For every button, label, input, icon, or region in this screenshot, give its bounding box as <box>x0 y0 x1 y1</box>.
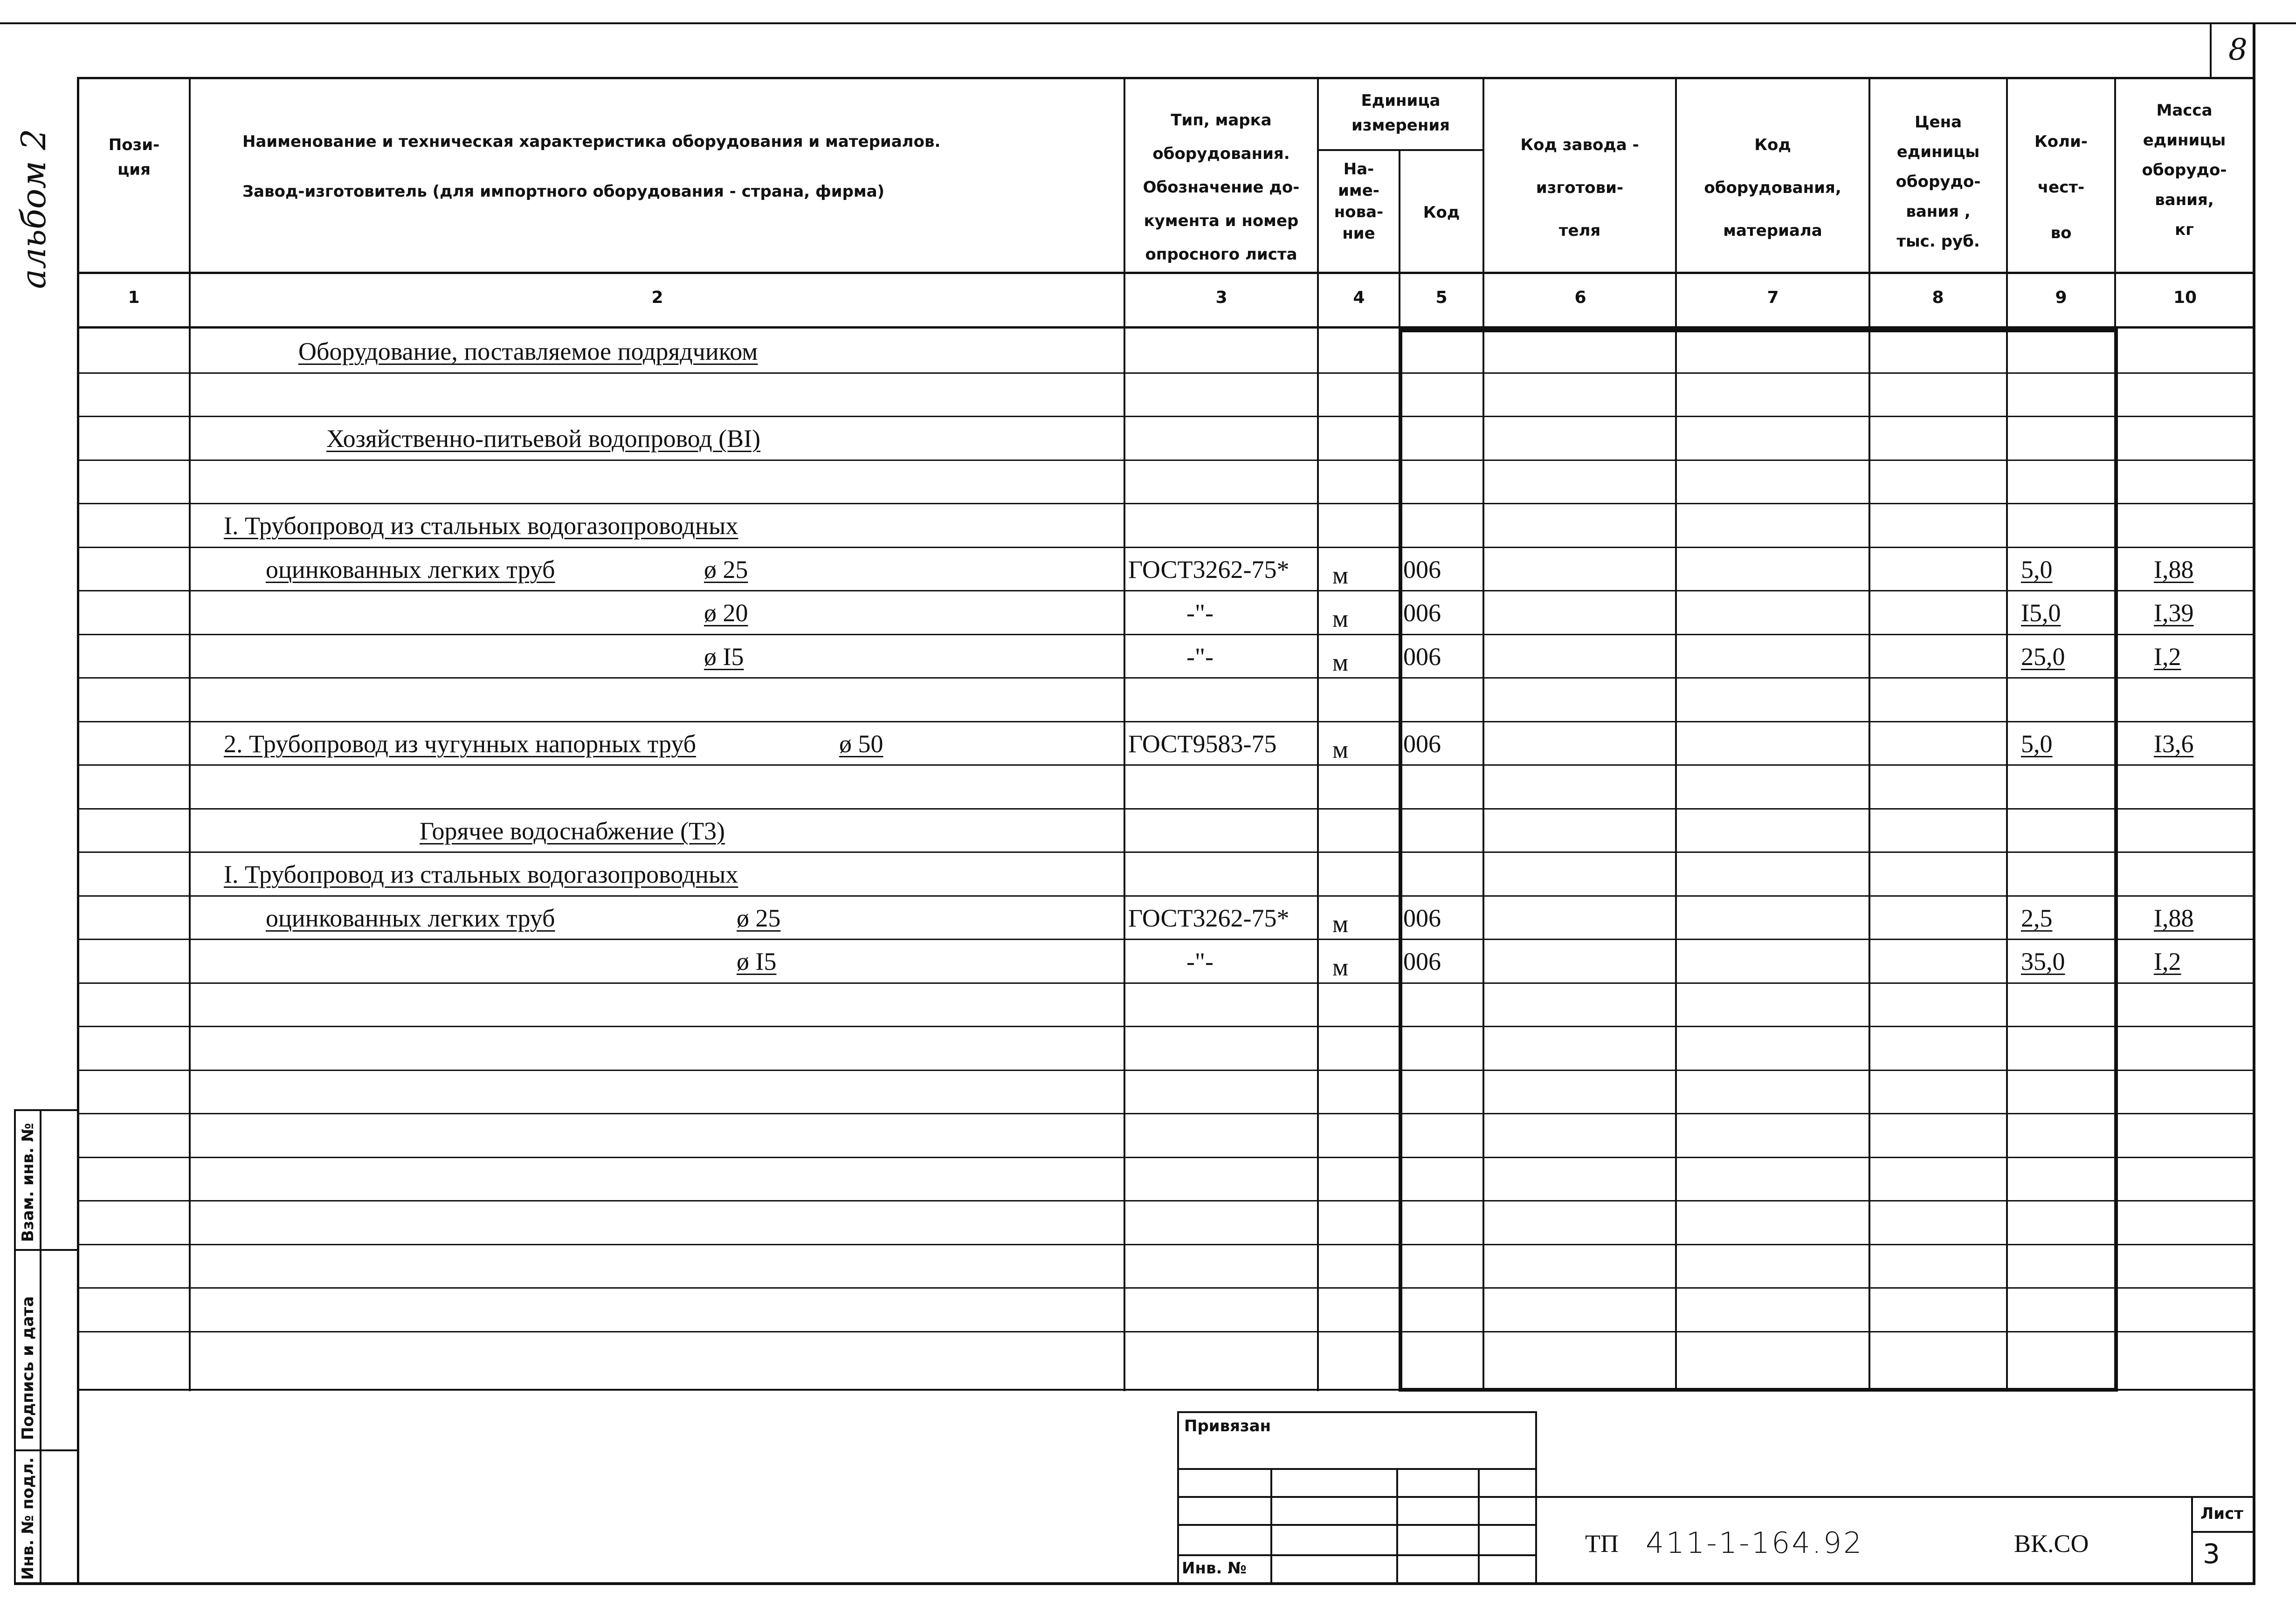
sheet-mark-box <box>2210 24 2212 79</box>
row-doc: ГОСТ3262-75* <box>1128 904 1289 932</box>
row-line <box>77 1157 2254 1158</box>
row-code: 006 <box>1403 947 1441 975</box>
row-line <box>77 416 2254 417</box>
side-strip-outer <box>14 1109 16 1585</box>
stamp-box-right <box>1535 1411 1537 1585</box>
unit-sub-line <box>1317 149 1482 151</box>
header-quantity: Коли- чест- во <box>2034 132 2088 242</box>
section-code: ВК.СО <box>2014 1530 2089 1558</box>
column-number-1: 1 <box>128 288 140 307</box>
album-note: альбом 2 <box>14 129 53 289</box>
col-line-9-bold <box>2114 329 2118 1391</box>
row-code: 006 <box>1403 904 1441 932</box>
col-line-4-bold <box>1399 329 1402 1391</box>
row-quantity: 2,5 <box>2021 904 2053 932</box>
stamp-col-3 <box>1478 1468 1480 1585</box>
row-line <box>77 1070 2254 1071</box>
col-line-3 <box>1317 77 1319 1391</box>
row-line <box>77 1331 2254 1332</box>
header-name-line2: Завод-изготовитель (для импортного оборудования - страна, фирма) <box>242 182 885 201</box>
top-trim-line <box>0 22 2296 24</box>
row-name: Хозяйственно-питьевой водопровод (ВI) <box>326 425 761 453</box>
row-name: 2. Трубопровод из чугунных напорных труб <box>224 730 696 758</box>
bold-box-top <box>1399 329 2118 332</box>
sheet-number: 3 <box>2203 1538 2220 1570</box>
sheet-no-box-left <box>2191 1496 2193 1585</box>
column-number-8: 8 <box>1932 288 1944 307</box>
row-line <box>77 460 2254 461</box>
side-label-vzam: Взам. инв. № <box>19 1123 37 1242</box>
row-line <box>77 547 2254 548</box>
column-number-7: 7 <box>1767 288 1779 307</box>
row-line <box>77 1244 2254 1245</box>
stamp-line-4 <box>1177 1554 1536 1556</box>
col-line-8 <box>2006 77 2008 1391</box>
row-diameter: ø 25 <box>737 904 781 932</box>
col-line-6 <box>1675 77 1677 1391</box>
row-unit: м <box>1332 648 1349 676</box>
stamp-line-1 <box>1177 1468 1536 1470</box>
side-strip-top <box>14 1109 79 1111</box>
inv-no-label: Инв. № <box>1182 1559 1247 1578</box>
row-line <box>77 1200 2254 1201</box>
header-position: Пози- ция <box>108 136 160 179</box>
row-code: 006 <box>1403 599 1441 627</box>
row-quantity: 35,0 <box>2021 947 2065 975</box>
column-number-2: 2 <box>651 288 663 307</box>
row-unit: м <box>1332 561 1349 589</box>
stamp-col-2 <box>1396 1468 1398 1585</box>
privyazan-label: Привязан <box>1184 1417 1271 1435</box>
row-mass: I,2 <box>2154 947 2181 975</box>
header-unit: Единица измерения <box>1351 91 1450 135</box>
column-number-4: 4 <box>1353 288 1365 307</box>
column-number-10: 10 <box>2173 288 2197 307</box>
row-diameter: ø 20 <box>704 599 748 627</box>
header-unit-code: Код <box>1423 203 1460 222</box>
row-quantity: 5,0 <box>2021 556 2053 583</box>
col-line-7 <box>1869 77 1870 1391</box>
frame-top <box>77 77 2254 79</box>
row-mass: I3,6 <box>2154 730 2194 758</box>
stamp-col-1 <box>1270 1468 1272 1585</box>
row-line <box>77 808 2254 810</box>
row-unit: м <box>1332 735 1349 763</box>
project-code: 411-1-164.92 <box>1646 1526 1864 1560</box>
row-code: 006 <box>1403 643 1441 671</box>
header-unit-name: На- име- нова- ние <box>1334 160 1384 243</box>
side-strip-inner <box>40 1109 41 1585</box>
header-factory-code: Код завода - изготови- теля <box>1520 136 1639 240</box>
stamp-line-2 <box>1177 1496 1536 1498</box>
row-line <box>77 982 2254 984</box>
row-line <box>77 1287 2254 1289</box>
row-line <box>77 851 2254 853</box>
stamp-box-top <box>1177 1411 1536 1413</box>
column-number-6: 6 <box>1574 288 1586 307</box>
row-line <box>77 721 2254 722</box>
side-strip-sep-1 <box>14 1249 79 1251</box>
row-doc: ГОСТ9583-75 <box>1128 730 1277 758</box>
row-mass: I,39 <box>2154 599 2194 627</box>
sheet-no-box-line <box>2191 1531 2254 1533</box>
row-line <box>77 634 2254 635</box>
row-line <box>77 1113 2254 1114</box>
row-unit: м <box>1332 604 1349 632</box>
row-line <box>77 939 2254 940</box>
row-name: оцинкованных легких труб <box>266 556 555 583</box>
side-label-inv-podl: Инв. № подл. <box>19 1457 37 1580</box>
row-code: 006 <box>1403 730 1441 758</box>
row-mass: I,88 <box>2154 904 2194 932</box>
col-line-5 <box>1482 77 1484 1391</box>
column-number-9: 9 <box>2055 288 2067 307</box>
row-line <box>77 895 2254 897</box>
header-bottom <box>77 272 2254 274</box>
frame-right <box>2253 24 2255 1585</box>
row-mass: I,88 <box>2154 556 2194 583</box>
stamp-line-3 <box>1177 1524 1536 1526</box>
row-name: Оборудование, поставляемое подрядчиком <box>298 337 758 365</box>
row-doc: -"- <box>1186 947 1214 975</box>
header-price: Цена единицы оборудо- вания , тыс. руб. <box>1896 113 1981 251</box>
side-label-podpis: Подпись и дата <box>19 1296 37 1440</box>
col-line-1 <box>189 77 191 1391</box>
side-strip-sep-2 <box>14 1449 79 1451</box>
row-diameter: ø 50 <box>839 730 883 758</box>
column-number-3: 3 <box>1215 288 1227 307</box>
sheet-mark: 8 <box>2228 33 2248 67</box>
header-equipment-code: Код оборудования, материала <box>1704 136 1841 240</box>
header-type: Тип, марка оборудования. Обозначение до- кумента и номер опросного листа <box>1143 111 1300 264</box>
row-code: 006 <box>1403 556 1441 583</box>
row-line <box>77 677 2254 679</box>
stamp-box-left <box>1177 1411 1179 1585</box>
row-mass: I,2 <box>2154 643 2181 671</box>
col-line-2 <box>1124 77 1125 1391</box>
header-name-line1: Наименование и техническая характеристика оборудования и материалов. <box>242 132 941 151</box>
row-unit: м <box>1332 953 1349 981</box>
row-line <box>77 372 2254 374</box>
row-quantity: I5,0 <box>2021 599 2061 627</box>
row-diameter: ø I5 <box>737 947 777 975</box>
row-diameter: ø I5 <box>704 643 744 671</box>
row-quantity: 5,0 <box>2021 730 2053 758</box>
row-name: I. Трубопровод из стальных водогазопроводных <box>224 860 738 888</box>
header-mass: Масса единицы оборудо- вания, кг <box>2142 101 2227 239</box>
frame-left <box>77 77 79 1585</box>
row-diameter: ø 25 <box>704 556 748 583</box>
row-line <box>77 503 2254 504</box>
row-doc: ГОСТ3262-75* <box>1128 556 1289 583</box>
sheet-label: Лист <box>2200 1504 2243 1523</box>
column-number-5: 5 <box>1435 288 1448 307</box>
row-doc: -"- <box>1186 643 1214 671</box>
project-prefix: ТП <box>1585 1530 1619 1558</box>
row-name: Горячее водоснабжение (Т3) <box>420 817 725 845</box>
row-line <box>77 764 2254 766</box>
table-bottom <box>77 1389 2254 1391</box>
title-block-top <box>1536 1496 2254 1498</box>
frame-bottom <box>14 1582 2255 1585</box>
row-doc: -"- <box>1186 599 1214 627</box>
row-line <box>77 1026 2254 1027</box>
row-quantity: 25,0 <box>2021 643 2065 671</box>
row-name: оцинкованных легких труб <box>266 904 555 932</box>
row-line <box>77 590 2254 591</box>
row-name: I. Трубопровод из стальных водогазопроводных <box>224 512 738 540</box>
row-unit: м <box>1332 910 1349 938</box>
